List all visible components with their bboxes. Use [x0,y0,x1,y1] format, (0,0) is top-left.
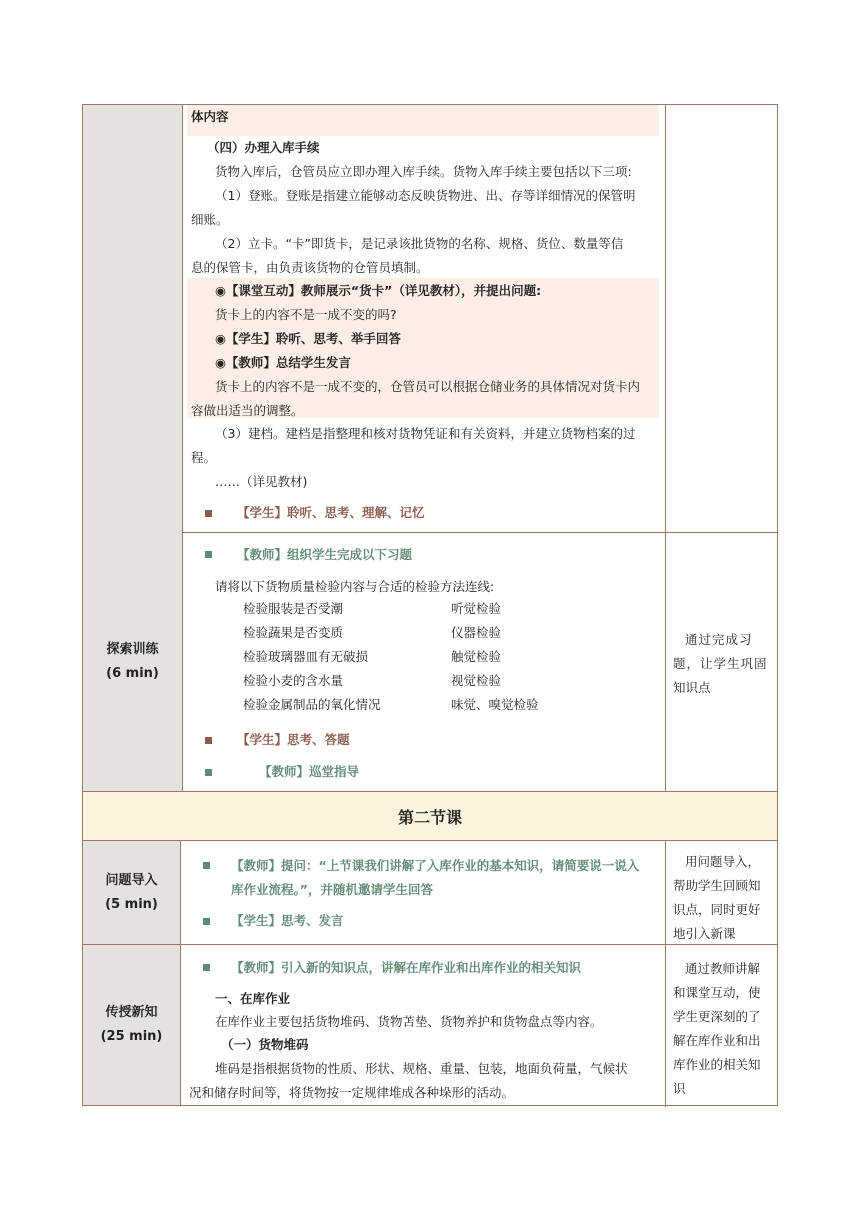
row4-note-line: 学生更深刻的了 [673,1009,761,1024]
row2-prompt: 请将以下货物质量检验内容与合适的检验方法连线: [215,579,495,594]
row3-label: 问题导入 [105,872,158,888]
row3-note-line: 识点，同时更好 [673,902,761,917]
bullet-square-icon [205,510,212,517]
bullet-square-icon [205,769,212,776]
row2-note [673,628,773,700]
row4-note-line: 识 [673,1081,686,1096]
row4-note-line: 通过教师讲解 [685,961,761,976]
row1-line-3: （1）登账。登账是指建立能够动态反映货物进、出、存等详细情况的保管明 [215,188,636,203]
row2-left-item: 检验蔬果是否变质 [243,625,344,640]
row4-paragraph-2-l2: 况和储存时间等，将货物按一定规律堆成各种垛形的活动。 [189,1085,515,1100]
row4-heading-2: （一）货物堆码 [221,1037,309,1052]
row2-teacher-task: 【教师】组织学生完成以下习题 [237,547,413,562]
row3-student-activity: 【学生】思考、发言 [231,913,344,928]
row4-note-line: 库作业的相关知 [673,1057,761,1072]
row1-label-cell [83,105,183,532]
row2-left-item: 检验金属制品的氧化情况 [243,697,381,712]
row4-note [673,957,773,1101]
row2-note-line: 知识点 [673,680,711,695]
row1-student-activity: 【学生】聆听、思考、理解、记忆 [237,505,425,520]
row1-line-6: 息的保管卡，由负责该货物的仓管员填制。 [191,260,429,275]
row4-label: 传授新知 [105,1005,158,1020]
row3-note [673,850,773,946]
row1-line-5: （2）立卡。“卡”即货卡，是记录该批货物的名称、规格、货位、数量等信 [215,236,624,251]
row4-teacher-task: 【教师】引入新的知识点，讲解在库作业和出库作业的相关知识 [231,960,582,975]
row1-heading: （四）办理入库手续 [207,140,320,155]
row1-line-14: 程。 [191,450,217,465]
lesson-plan-table [82,104,778,1106]
row-separator [83,944,777,945]
row3-note-line: 用问题导入， [685,854,761,869]
row2-note-line: 通过完成习 [685,632,753,647]
row1-see-textbook: ……（详见教材) [215,474,308,489]
row2-right-item: 味觉、嗅觉检验 [451,697,539,712]
bullet-square-icon [205,551,212,558]
row-separator [83,840,777,841]
row2-teacher-guide: 【教师】巡堂指导 [259,764,360,779]
row4-note-line: 和课堂互动，使 [673,985,761,1000]
row4-note-line: 解在库作业和出 [673,1033,761,1048]
row-separator [83,532,777,533]
row4-label-cell [83,945,181,1105]
row2-divider [665,532,666,791]
row4-paragraph-2-l1: 堆码是指根据货物的性质、形状、规格、重量、包装，地面负荷量，气候状 [215,1061,628,1076]
row2-right-item: 视觉检验 [451,673,502,688]
row3-divider [665,841,666,944]
row2-label: 探索训练 [106,641,159,657]
row2-left-item: 检验服装是否受潮 [243,601,344,616]
row1-teacher-summary: ◉【教师】总结学生发言 [215,355,351,370]
row2-note-line: 题，让学生巩固 [673,656,768,671]
row3-teacher-question-l2: 库作业流程。”，并随机邀请学生回答 [231,882,433,897]
row4-time: (25 min) [100,1029,163,1044]
row1-line-4: 细账。 [191,212,229,227]
row2-student-activity: 【学生】思考、答题 [237,732,350,747]
row2-right-item: 听觉检验 [451,601,502,616]
row1-line-13: （3）建档。建档是指整理和核对货物凭证和有关资料，并建立货物档案的过 [215,426,636,441]
row2-right-item: 仪器检验 [451,625,502,640]
row2-left-item: 检验玻璃器皿有无破损 [243,649,369,664]
row1-line-11: 货卡上的内容不是一成不变的，仓管员可以根据仓储业务的具体情况对货卡内 [215,379,641,394]
row3-time: (5 min) [105,896,158,912]
row4-divider [665,945,666,1107]
row1-question: 货卡上的内容不是一成不变的吗? [215,307,397,322]
row2-time: (6 min) [106,665,159,681]
section-title: 第二节课 [397,807,462,827]
row3-teacher-question-l1: 【教师】提问：“上节课我们讲解了入库作业的基本知识，请简要说一说入 [231,858,640,873]
row2-right-item: 触觉检验 [451,649,502,664]
row4-paragraph-1: 在库作业主要包括货物堆码、货物苫垫、货物养护和货物盘点等内容。 [215,1014,603,1029]
bullet-square-icon [203,964,210,971]
bullet-square-icon [203,862,210,869]
row2-left-item: 检验小麦的含水量 [243,673,344,688]
row1-line-2: 货物入库后，仓管员应立即办理入库手续。货物入库手续主要包括以下三项: [215,164,632,179]
row1-divider [665,105,666,532]
row1-interaction: ◉【课堂互动】教师展示“货卡”（详见教材），并提出问题: [215,283,542,298]
row4-heading-1: 一、在库作业 [215,991,291,1006]
row1-line-0: 体内容 [191,109,229,124]
row2-label-cell [83,532,183,791]
section-header [83,792,777,840]
row3-note-line: 帮助学生回顾知 [673,878,761,893]
highlight-top [187,105,659,136]
bullet-square-icon [203,918,210,925]
row3-note-line: 地引入新课 [673,926,736,941]
row1-line-12: 容做出适当的调整。 [191,403,304,418]
bullet-square-icon [205,737,212,744]
row1-student-answer: ◉【学生】聆听、思考、举手回答 [215,331,401,346]
row3-label-cell [83,841,181,944]
